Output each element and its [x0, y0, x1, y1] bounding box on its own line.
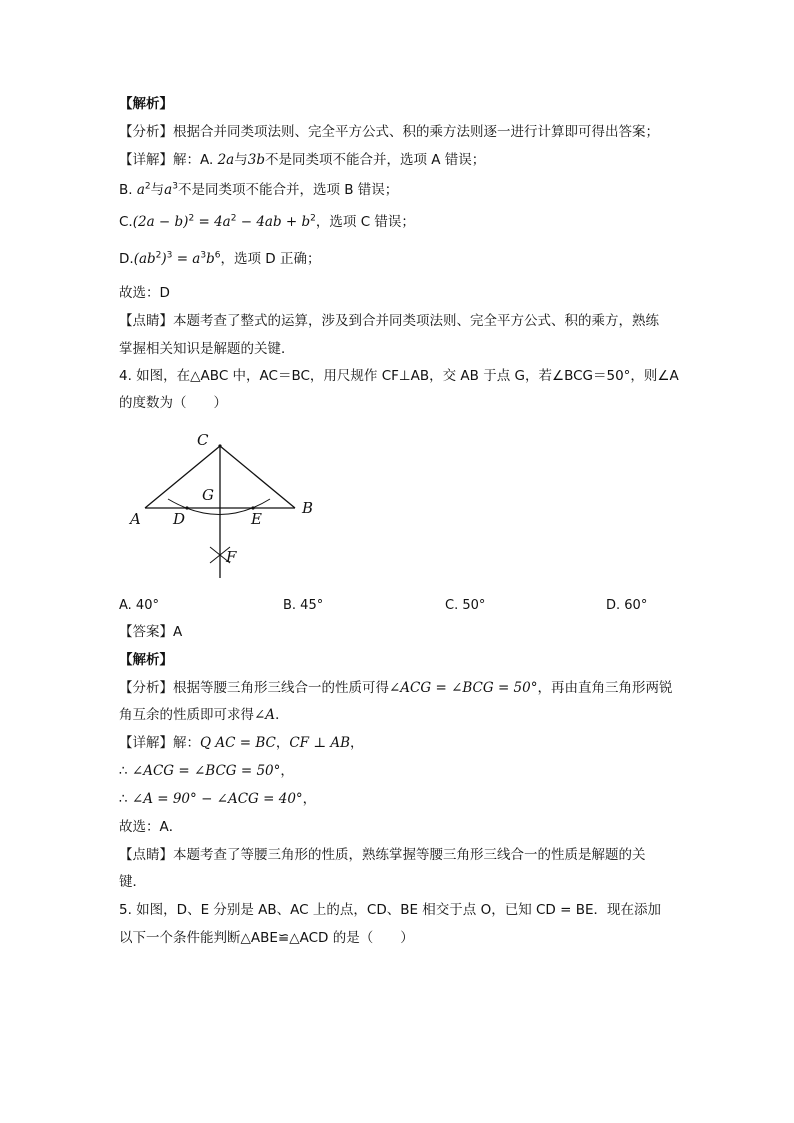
- question-5-stem: 5. 如图，D、E 分别是 AB、AC 上的点，CD、BE 相交于点 O，已知 CD = BE．现在添加: [119, 902, 662, 918]
- math-run: 2a: [217, 152, 235, 168]
- segment-bc: [220, 446, 295, 508]
- analysis-text-2: [119, 678, 673, 698]
- comment-text-1: 【点睛】本题考查了整式的运算，涉及到合并同类项法则、完全平方公式、积的乘方，熟练: [119, 313, 659, 329]
- analysis-text-2-cont: [119, 705, 289, 725]
- section-heading-analysis: 【解析】: [119, 96, 173, 112]
- point-c: [218, 444, 221, 447]
- text-run: ∴: [119, 763, 132, 779]
- detail-option-d: [119, 249, 320, 269]
- text-run: 【分析】根据等腰三角形三线合一的性质可得: [119, 680, 389, 696]
- math-run: ∠ACG = ∠BCG = 50°: [131, 763, 281, 779]
- label-a: A: [130, 510, 141, 528]
- text-run: ，: [350, 735, 364, 751]
- detail-option-b: [119, 180, 398, 200]
- option-d: D. 60°: [606, 598, 648, 613]
- text-run: ，: [302, 791, 317, 807]
- exponent: 2: [144, 181, 151, 192]
- label-c: C: [197, 431, 209, 449]
- math-run: = 4a: [194, 214, 231, 230]
- exponent: 2: [310, 213, 316, 224]
- math-run: ): [161, 251, 167, 267]
- comment-text-2: 掌握相关知识是解题的关键．: [119, 341, 295, 357]
- text-run: ，选项 C 错误；: [315, 214, 415, 230]
- math-run: a: [136, 182, 145, 198]
- comment-text-4: 键．: [119, 874, 146, 890]
- question-4-stem-cont: 的度数为（ ）: [119, 395, 227, 411]
- text-run: ，再由直角三角形两锐: [537, 680, 673, 696]
- label-d: D: [173, 510, 186, 528]
- math-run: = a: [172, 251, 201, 267]
- math-run: 3b: [247, 152, 265, 168]
- option-c: C. 50°: [445, 598, 486, 613]
- math-run: a: [164, 182, 173, 198]
- exponent: 3: [166, 250, 173, 261]
- comment-text-3: 【点睛】本题考查了等腰三角形的性质，熟练掌握等腰三角形三线合一的性质是解题的关: [119, 847, 646, 863]
- label-e: E: [251, 510, 262, 528]
- detail-step-2: [119, 761, 294, 781]
- math-run: Q AC = BC: [200, 735, 276, 751]
- label-b: B: [302, 499, 314, 517]
- math-run: CF ⊥ AB: [289, 735, 350, 751]
- option-a: A. 40°: [119, 598, 159, 613]
- exponent: 2: [188, 213, 195, 224]
- detail-step-3: [119, 789, 316, 809]
- point-d: [185, 506, 188, 509]
- question-4-stem: 4. 如图，在△ABC 中，AC＝BC，用尺规作 CF⊥AB，交 AB 于点 G，若∠BCG＝50°，则∠A: [119, 368, 679, 384]
- text-run: D.: [119, 251, 134, 267]
- answer-line: 【答案】A: [119, 624, 183, 640]
- exponent: 3: [200, 250, 207, 261]
- analysis-text: 【分析】根据合并同类项法则、完全平方公式、积的乘方法则逐一进行计算即可得出答案；: [119, 124, 659, 140]
- text-run: ∴: [119, 791, 132, 807]
- math-run: (2a − b): [132, 214, 189, 230]
- text-run: 角互余的性质即可求得: [119, 707, 254, 723]
- option-b: B. 45°: [283, 598, 324, 613]
- exponent: 2: [230, 213, 237, 224]
- math-run: ∠ACG = ∠BCG = 50°: [389, 680, 538, 696]
- question-5-stem-cont: 以下一个条件能判断△ABE≌△ACD 的是（ ）: [119, 930, 414, 946]
- math-run: − 4ab + b: [236, 214, 311, 230]
- text-run: 【详解】解：: [119, 735, 200, 751]
- detail-step-1: [119, 733, 364, 753]
- math-run: ∠A = 90° − ∠ACG = 40°: [131, 791, 303, 807]
- detail-option-a: [119, 150, 485, 170]
- text-run: ，: [280, 763, 294, 779]
- section-heading-analysis-2: 【解析】: [119, 652, 173, 668]
- text-run: 不是同类项不能合并，选项 B 错误；: [177, 182, 399, 198]
- text-run: ，: [275, 735, 290, 751]
- label-f: F: [226, 548, 237, 566]
- math-run: (ab: [133, 251, 156, 267]
- text-run: 与: [234, 152, 248, 168]
- text-run: 【详解】解：A.: [119, 152, 218, 168]
- text-run: 不是同类项不能合并，选项 A 错误；: [264, 152, 486, 168]
- geometry-figure: [120, 420, 340, 590]
- math-run: b: [206, 251, 215, 267]
- exponent: 6: [214, 250, 221, 261]
- exponent: 3: [172, 181, 178, 192]
- text-run: C.: [119, 214, 133, 230]
- text-run: 与: [150, 182, 165, 198]
- choice-statement-2: 故选：A．: [119, 819, 183, 835]
- text-run: ，选项 D 正确；: [220, 251, 321, 267]
- label-g: G: [202, 486, 214, 504]
- detail-option-c: [119, 212, 415, 232]
- text-run: ．: [275, 707, 289, 723]
- text-run: B.: [119, 182, 137, 198]
- choice-statement: 故选：D: [119, 285, 170, 301]
- math-run: ∠A: [254, 707, 276, 723]
- exponent: 2: [155, 250, 162, 261]
